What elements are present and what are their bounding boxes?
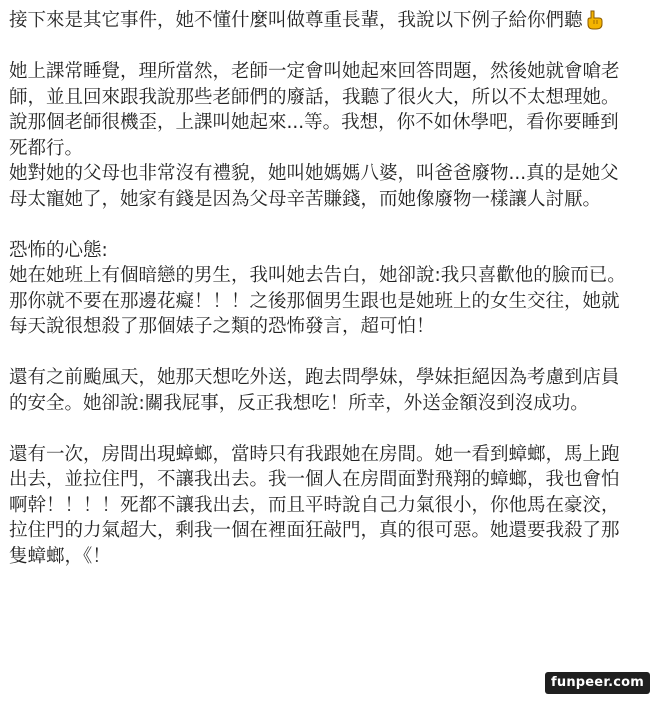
text-line-7: 她對她的父母也非常沒有禮貌，她叫她媽媽八婆，叫爸爸廢物...真的是她父 [9,163,619,184]
text-line-5: 說那個老師很機歪，上課叫她起來...等。我想，你不如休學吧，看你要睡到 [9,112,619,133]
text-line-4: 師，並且回來跟我說那些老師們的廢話，我聽了很火大，所以不太想理她。 [9,86,620,108]
text-line-13: 每天說很想殺了那個婊子之類的恐怖發言，超可怕！ [9,316,435,337]
section-heading: 恐怖的心態: [9,239,108,261]
text-line-3: 她上課常睡覺，理所當然，老師一定會叫她起來回答問題，然後她就會嗆老 [9,61,620,82]
pointing-down-hand-icon [585,10,603,30]
blank-line [9,416,660,442]
text-line-8: 母太寵她了，她家有錢是因為父母辛苦賺錢，而她像廢物一樣讓人討厭。 [9,188,602,210]
text-line-1 [9,8,660,34]
text-line-11: 她在她班上有個暗戀的男生，我叫她去告白，她卻說:我只喜歡他的臉而已。 [9,265,626,286]
text-line-22: 隻蟑螂，《！ [9,545,111,567]
text-line-1-content: 接下來是其它事件，她不懂什麼叫做尊重長輩，我說以下例子給你們聽 [9,10,583,31]
blank-line [9,340,660,366]
text-line-6: 死都行。 [9,137,84,159]
text-line-19: 出去，並拉住門，不讓我出去。我一個人在房間面對飛翔的蟑螂，我也會怕 [9,469,620,490]
watermark-badge: funpeer.com [545,672,650,694]
text-line-20: 啊幹！！！！死都不讓我出去，而且平時說自己力氣很小，你他馬在豪洨， [9,494,620,516]
blank-line [9,34,660,60]
text-line-21: 拉住門的力氣超大，剩我一個在裡面狂敲門，真的很可惡。她還要我殺了那 [9,520,620,541]
text-line-18: 還有一次，房間出現蟑螂，當時只有我跟她在房間。她一看到蟑螂，馬上跑 [9,443,620,465]
blank-line [9,212,660,238]
text-line-12: 那你就不要在那邊花癡！！！之後那個男生跟也是她班上的女生交往，她就 [9,290,620,312]
text-line-15: 還有之前颱風天，她那天想吃外送，跑去問學妹，學妹拒絕因為考慮到店員 [9,367,620,388]
text-line-16: 的安全。她卻說:關我屁事，反正我想吃！所幸，外送金額沒到沒成功。 [9,392,589,414]
